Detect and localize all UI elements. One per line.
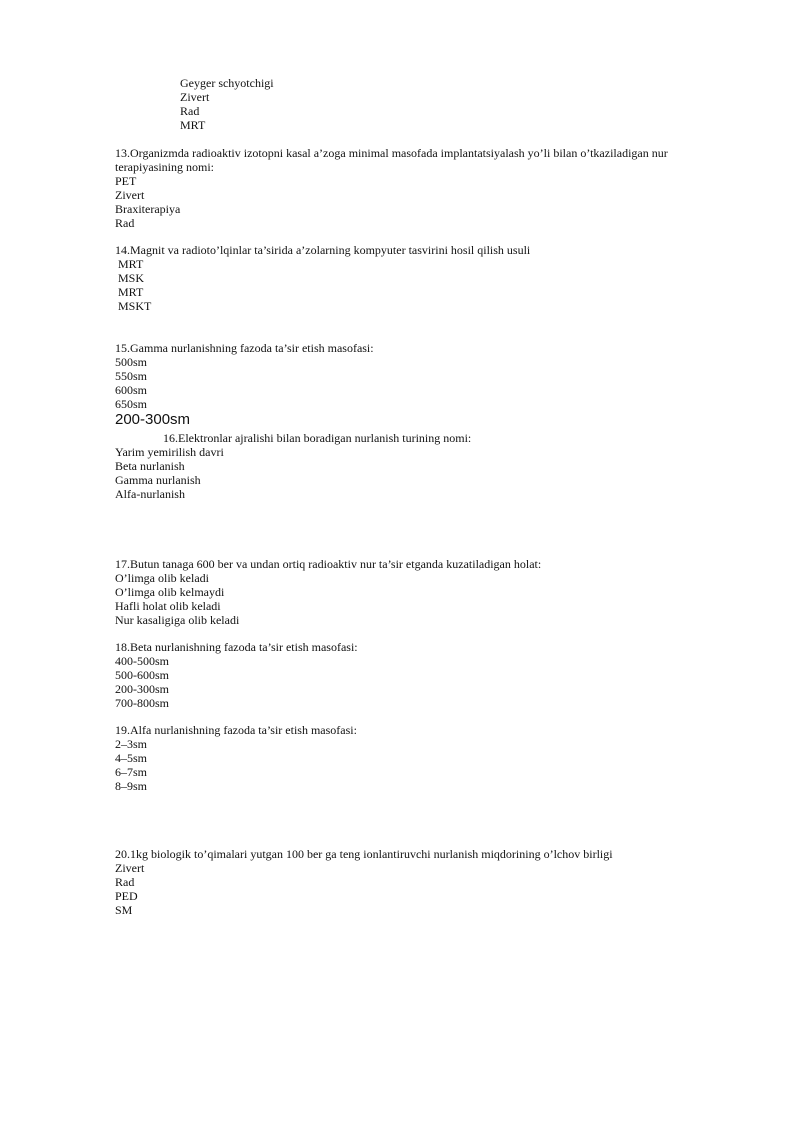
q18-option-1: 400-500sm — [115, 654, 169, 668]
question-13 — [115, 146, 690, 230]
q18-option-2: 500-600sm — [115, 668, 169, 682]
q15-option-5: 200-300sm — [115, 411, 191, 428]
question-20 — [115, 847, 705, 917]
question-18-text: 18.Beta nurlanishning fazoda ta’sir etish masofasi: — [115, 640, 358, 654]
question-16-title — [163, 431, 753, 445]
q19-option-1: 2–3sm — [115, 737, 148, 751]
q16-option-3: Gamma nurlanish — [115, 473, 201, 487]
question-16 — [115, 445, 705, 501]
q13-option-2: Zivert — [115, 188, 145, 202]
q12-option-3: Rad — [180, 104, 200, 118]
q13-option-4: Rad — [115, 216, 135, 230]
q20-option-4: SM — [115, 903, 133, 917]
q19-option-2: 4–5sm — [115, 751, 148, 765]
q15-option-2: 550sm — [115, 369, 148, 383]
q12-option-4: MRT — [180, 118, 206, 132]
q12-option-1: Geyger schyotchigi — [180, 76, 274, 90]
question-19-text: 19.Alfa nurlanishning fazoda ta’sir etish masofasi: — [115, 723, 357, 737]
q14-option-3: MRT — [118, 285, 144, 299]
q20-option-1: Zivert — [115, 861, 145, 875]
q13-option-1: PET — [115, 174, 137, 188]
q20-option-2: Rad — [115, 875, 135, 889]
question-17 — [115, 557, 705, 627]
q13-option-3: Braxiterapiya — [115, 202, 181, 216]
q15-option-4: 650sm — [115, 397, 148, 411]
q17-option-2: O’limga olib kelmaydi — [115, 585, 225, 599]
q18-option-3: 200-300sm — [115, 682, 169, 696]
q17-option-4: Nur kasaligiga olib keladi — [115, 613, 240, 627]
question-14-text: 14.Magnit va radioto’lqinlar ta’sirida a’zolarning kompyuter tasvirini hosil qilish usuli — [115, 243, 531, 257]
question-16-text: 16.Elektronlar ajralishi bilan boradigan nurlanish turining nomi: — [163, 431, 472, 445]
question-20-text: 20.1kg biologik to’qimalari yutgan 100 ber ga teng ionlantiruvchi nurlanish miqdorining o’lchov birligi — [115, 847, 613, 861]
question-18 — [115, 640, 705, 710]
question-15-text: 15.Gamma nurlanishning fazoda ta’sir etish masofasi: — [115, 341, 374, 355]
q12-options — [180, 76, 770, 132]
q14-option-4: MSKT — [118, 299, 152, 313]
question-17-text: 17.Butun tanaga 600 ber va undan ortiq radioaktiv nur ta’sir etganda kuzatiladigan holat: — [115, 557, 542, 571]
q16-option-1: Yarim yemirilish davri — [115, 445, 224, 459]
q19-option-3: 6–7sm — [115, 765, 148, 779]
q20-option-3: PED — [115, 889, 138, 903]
q16-option-2: Beta nurlanish — [115, 459, 185, 473]
q15-option-3: 600sm — [115, 383, 148, 397]
question-15 — [115, 341, 705, 428]
q16-option-4: Alfa-nurlanish — [115, 487, 185, 501]
q17-option-3: Hafli holat olib keladi — [115, 599, 221, 613]
question-14 — [115, 243, 705, 313]
q12-option-2: Zivert — [180, 90, 210, 104]
q14-option-2: MSK — [118, 271, 145, 285]
q14-option-1: MRT — [118, 257, 144, 271]
q18-option-4: 700-800sm — [115, 696, 169, 710]
question-13-text: 13.Organizmda radioaktiv izotopni kasal a’zoga minimal masofada implantatsiyalash yo’li bilan o’tkaziladigan nur terapiyasining nomi: — [115, 146, 668, 174]
q19-option-4: 8–9sm — [115, 779, 148, 793]
q17-option-1: O’limga olib keladi — [115, 571, 209, 585]
question-19 — [115, 723, 705, 793]
q15-option-1: 500sm — [115, 355, 148, 369]
